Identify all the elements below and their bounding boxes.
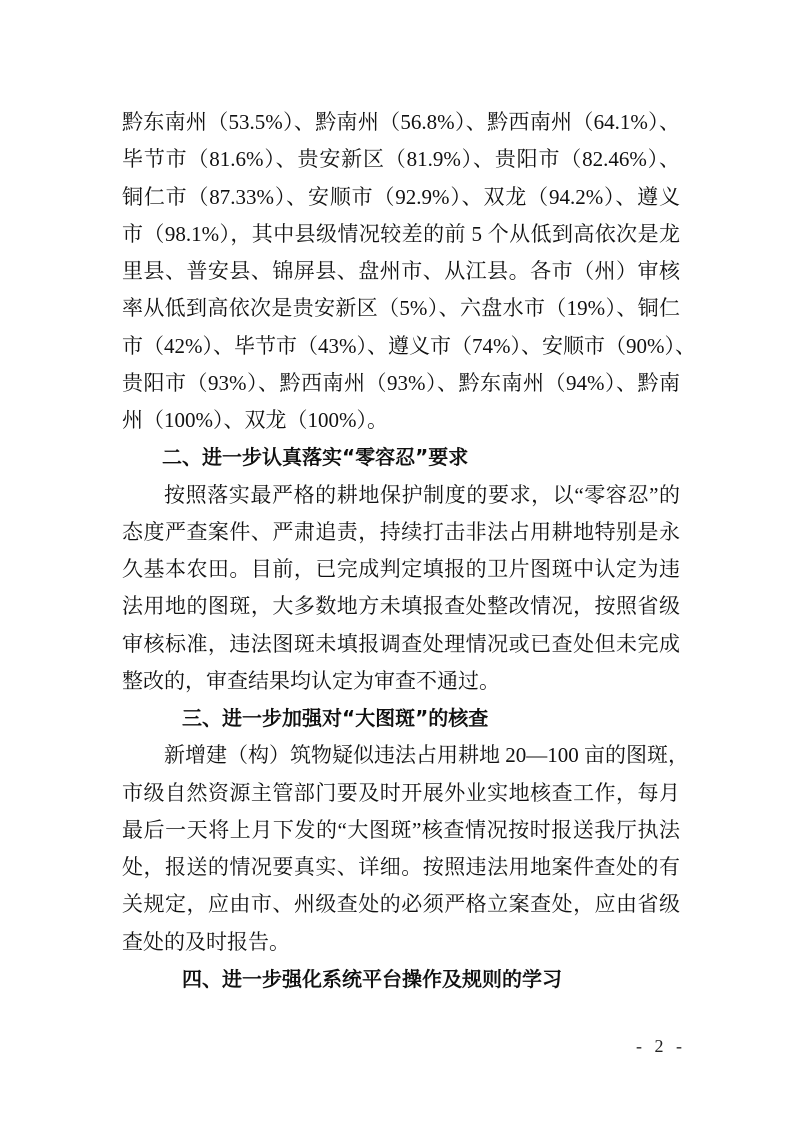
paragraph-1-line: 铜仁市（87.33%）、安顺市（92.9%）、双龙（94.2%）、遵义 bbox=[122, 184, 680, 209]
paragraph-1-line: 率从低到高依次是贵安新区（5%）、六盘水市（19%）、铜仁 bbox=[122, 296, 680, 321]
paragraph-2-line: 法用地的图斑，大多数地方未填报查处整改情况，按照省级 bbox=[122, 594, 680, 619]
paragraph-2-line: 态度严查案件、严肃追责，持续打击非法占用耕地特别是永 bbox=[122, 519, 680, 544]
paragraph-1-line: 贵阳市（93%）、黔西南州（93%）、黔东南州（94%）、黔南 bbox=[122, 370, 680, 395]
paragraph-2-line: 审核标准，违法图斑未填报调查处理情况或已查处但未完成 bbox=[122, 631, 680, 656]
paragraph-2-line: 整改的，审查结果均认定为审查不通过。 bbox=[122, 668, 500, 693]
paragraph-2-line: 按照落实最严格的耕地保护制度的要求，以“零容忍”的 bbox=[164, 482, 680, 507]
paragraph-1-line: 州（100%）、双龙（100%）。 bbox=[122, 408, 388, 432]
paragraph-1-line: 毕节市（81.6%）、贵安新区（81.9%）、贵阳市（82.46%）、 bbox=[122, 147, 680, 172]
paragraph-1-line: 黔东南州（53.5%）、黔南州（56.8%）、黔西南州（64.1%）、 bbox=[122, 110, 680, 134]
paragraph-3-line: 查处的及时报告。 bbox=[122, 929, 290, 954]
paragraph-1-line: 市（42%）、毕节市（43%）、遵义市（74%）、安顺市（90%）、 bbox=[122, 333, 696, 358]
page-number: - 2 - bbox=[636, 1036, 686, 1056]
paragraph-2-line: 久基本农田。目前，已完成判定填报的卫片图斑中认定为违 bbox=[122, 557, 680, 581]
paragraph-3-line: 市级自然资源主管部门要及时开展外业实地核查工作，每月 bbox=[122, 780, 680, 805]
document-body bbox=[122, 104, 696, 998]
paragraph-3-line: 处，报送的情况要真实、详细。按照违法用地案件查处的有 bbox=[122, 855, 680, 879]
paragraph-3-line: 新增建（构）筑物疑似违法占用耕地 20—100 亩的图斑， bbox=[164, 743, 689, 768]
section-heading-2: 二、进一步认真落实“零容忍”要求 bbox=[162, 445, 469, 470]
section-heading-3: 三、进一步加强对“大图斑”的核查 bbox=[182, 706, 489, 730]
paragraph-1-line: 里县、普安县、锦屏县、盘州市、从江县。各市（州）审核 bbox=[122, 259, 680, 283]
section-heading-4: 四、进一步强化系统平台操作及规则的学习 bbox=[182, 966, 562, 991]
paragraph-1-line: 市（98.1%），其中县级情况较差的前 5 个从低到高依次是龙 bbox=[122, 221, 680, 246]
paragraph-3-line: 最后一天将上月下发的“大图斑”核查情况按时报送我厅执法 bbox=[122, 817, 680, 842]
paragraph-3-line: 关规定，应由市、州级查处的必须严格立案查处，应由省级 bbox=[122, 892, 680, 917]
